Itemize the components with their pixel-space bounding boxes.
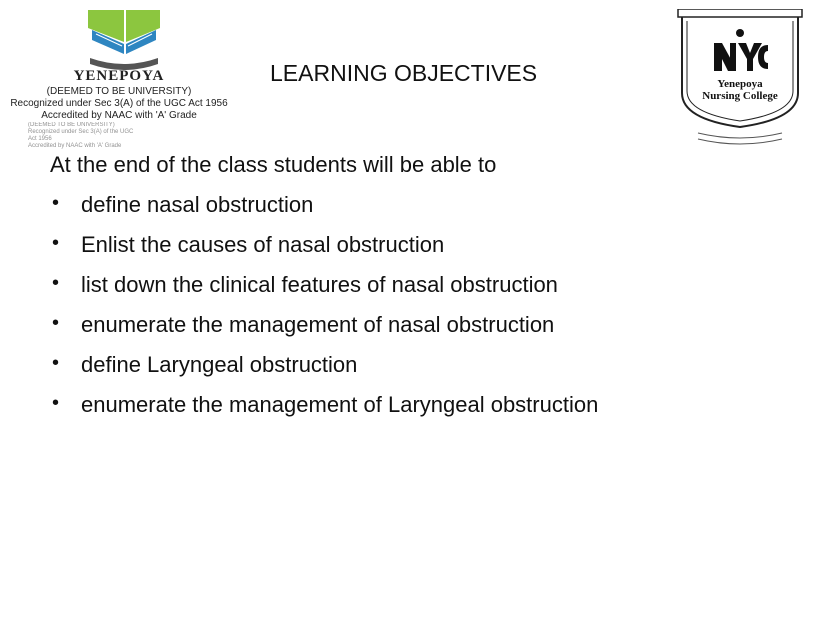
bullet-icon: •	[52, 392, 60, 414]
bullet-icon: •	[52, 232, 60, 254]
university-status: (DEEMED TO BE UNIVERSITY)	[46, 86, 192, 97]
university-name: YENEPOYA	[73, 68, 165, 84]
university-crest-icon	[84, 8, 164, 72]
objective-text: define nasal obstruction	[81, 192, 314, 217]
bullet-icon: •	[52, 192, 60, 214]
faded-logo-line-2: Recognized under Sec 3(A) of the UGC Act 1956	[28, 129, 134, 142]
bullet-icon: •	[52, 312, 60, 334]
university-recognition: Recognized under Sec 3(A) of the UGC Act 1956	[10, 98, 228, 109]
faded-logo-line-3: Accredited by NAAC with 'A' Grade	[28, 143, 122, 149]
intro-text: At the end of the class students will be able to	[50, 152, 497, 177]
slide-title: LEARNING OBJECTIVES	[270, 60, 538, 86]
college-name-line-2: Nursing College	[702, 90, 778, 102]
objective-text: define Laryngeal obstruction	[81, 352, 358, 377]
nursing-college-logo-icon	[676, 9, 804, 149]
objective-text: enumerate the management of nasal obstruction	[81, 312, 555, 337]
college-name-line-1: Yenepoya	[717, 78, 763, 90]
faded-logo-line-1: (DEEMED TO BE UNIVERSITY)	[28, 122, 115, 128]
bullet-icon: •	[52, 272, 60, 294]
objective-text: Enlist the causes of nasal obstruction	[81, 232, 445, 257]
faded-logo-text	[28, 122, 138, 150]
university-accreditation: Accredited by NAAC with 'A' Grade	[41, 110, 197, 121]
objective-text: list down the clinical features of nasal obstruction	[81, 272, 558, 297]
objective-text: enumerate the management of Laryngeal obstruction	[81, 392, 599, 417]
bullet-icon: •	[52, 352, 60, 374]
